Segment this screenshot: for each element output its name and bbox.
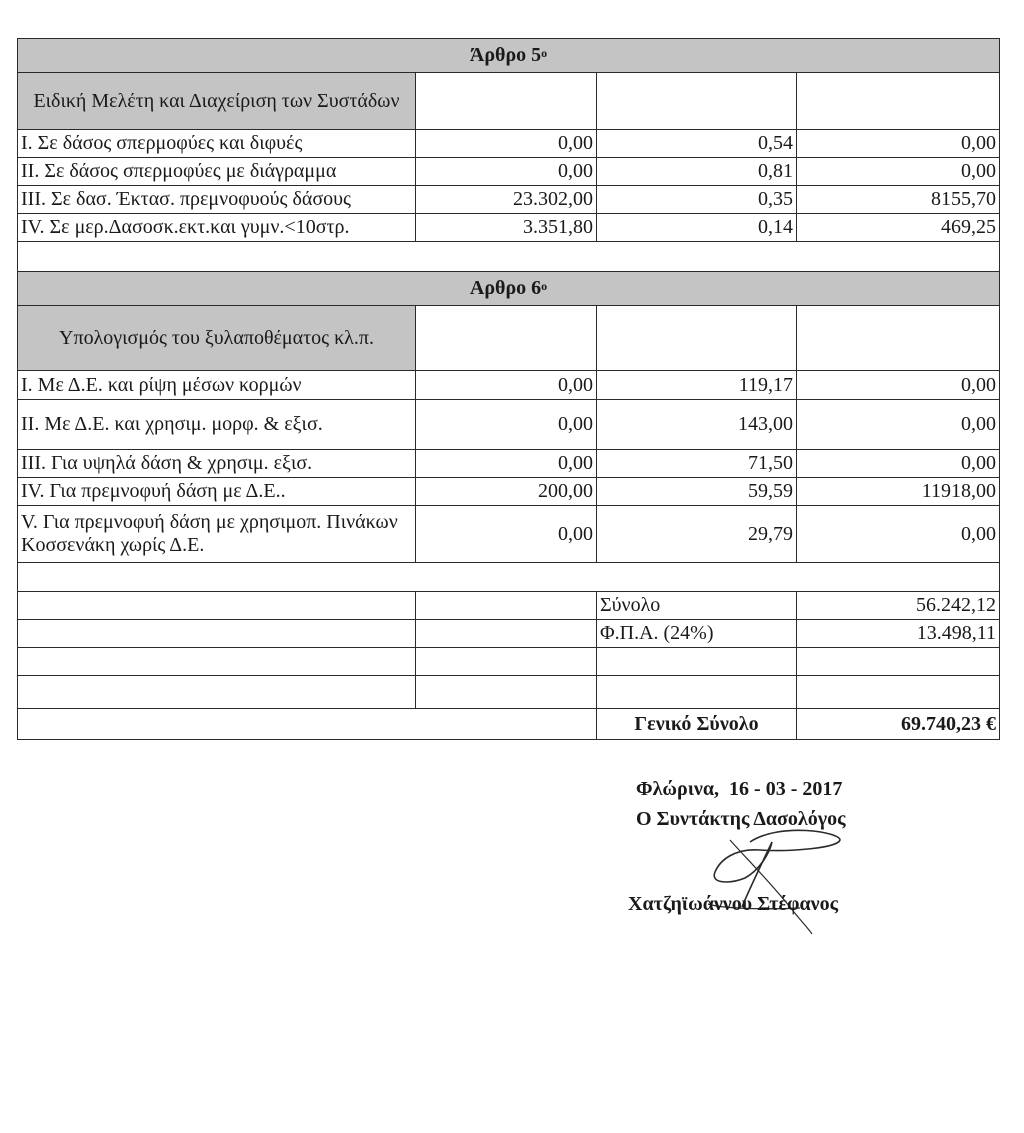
row-amount: 0,00 [797,130,1000,158]
vat-label: Φ.Π.Α. (24%) [597,620,797,648]
empty-cell [797,648,1000,676]
table-row [18,450,1000,478]
row-price: 143,00 [597,400,797,450]
vat-row [18,620,1000,648]
row-price: 59,59 [597,478,797,506]
handwritten-signature [690,812,870,937]
row-label: ΙΙ. Σε δάσος σπερμοφύες με διάγραμμα [18,158,416,186]
row-qty: 23.302,00 [416,186,597,214]
row-price: 0,81 [597,158,797,186]
row-label: IV. Σε μερ.Δασοσκ.εκτ.και γυμν.<10στρ. [18,214,416,242]
subtotal-row [18,592,1000,620]
row-price: 0,35 [597,186,797,214]
row-qty: 0,00 [416,158,597,186]
row-qty: 0,00 [416,130,597,158]
empty-cell [18,563,1000,592]
grand-total-row [18,709,1000,740]
row-label: Ι. Σε δάσος σπερμοφύες και διφυές [18,130,416,158]
table-row [18,158,1000,186]
row-label: ΙΙ. Με Δ.Ε. και χρησιμ. μορφ. & εξισ. [18,400,416,450]
row-amount: 0,00 [797,450,1000,478]
subtotal-label: Σύνολο [597,592,797,620]
empty-cell [797,676,1000,709]
row-qty: 0,00 [416,450,597,478]
row-amount: 0,00 [797,371,1000,400]
empty-cell [416,73,597,130]
table-row [18,186,1000,214]
empty-cell [18,648,416,676]
row-price: 0,54 [597,130,797,158]
row-price: 29,79 [597,506,797,563]
empty-cell [416,620,597,648]
empty-cell [597,676,797,709]
empty-cell [797,73,1000,130]
table-row [18,214,1000,242]
cost-table [17,38,1000,740]
row-label: ΙΙΙ. Σε δασ. Έκτασ. πρεμνοφυούς δάσους [18,186,416,214]
table-row [18,371,1000,400]
row-price: 119,17 [597,371,797,400]
row-label: Ι. Με Δ.Ε. και ρίψη μέσων κορμών [18,371,416,400]
empty-cell [416,592,597,620]
author-name: Χατζηϊωάννου Στέφανος [628,893,838,915]
vat-value: 13.498,11 [797,620,1000,648]
row-qty: 3.351,80 [416,214,597,242]
article6-title: Αρθρο $6^o$ [18,272,1000,306]
spacer-row [18,242,1000,272]
row-qty: 0,00 [416,371,597,400]
row-amount: 0,00 [797,158,1000,186]
row-amount: 11918,00 [797,478,1000,506]
table-row [18,506,1000,563]
article6-header-row [18,272,1000,306]
row-amount: 8155,70 [797,186,1000,214]
empty-cell [18,592,416,620]
table-row [18,478,1000,506]
empty-cell [597,73,797,130]
grand-total-value: 69.740,23 € [797,709,1000,740]
row-label: IV. Για πρεμνοφυή δάση με Δ.Ε.. [18,478,416,506]
author-role: Ο Συντάκτης Δασολόγος [636,808,846,830]
empty-cell [18,620,416,648]
row-label: ΙΙΙ. Για υψηλά δάση & χρησιμ. εξισ. [18,450,416,478]
row-qty: 200,00 [416,478,597,506]
subtotal-value: 56.242,12 [797,592,1000,620]
table-row [18,400,1000,450]
place-date: Φλώρινα, 16 - 03 - 2017 [636,778,843,800]
empty-cell [416,676,597,709]
row-price: 0,14 [597,214,797,242]
row-amount: 469,25 [797,214,1000,242]
empty-cell [597,648,797,676]
row-amount: 0,00 [797,400,1000,450]
article5-title: Άρθρο $5^o$ [18,39,1000,73]
table-row [18,130,1000,158]
row-qty: 0,00 [416,400,597,450]
empty-cell [18,242,1000,272]
empty-cell [18,676,416,709]
article6-section-label: Υπολογισμός του ξυλαποθέματος κλ.π. [18,306,416,371]
article5-label-row [18,73,1000,130]
row-label: V. Για πρεμνοφυή δάση με χρησιμοπ. Πινάκων Κοσσενάκη χωρίς Δ.Ε. [18,506,416,563]
article6-label-row [18,306,1000,371]
blank-row [18,676,1000,709]
empty-cell [597,306,797,371]
article5-section-label: Ειδική Μελέτη και Διαχείριση των Συστάδων [18,73,416,130]
row-qty: 0,00 [416,506,597,563]
empty-cell [416,648,597,676]
spacer-row [18,563,1000,592]
empty-cell [797,306,1000,371]
empty-cell [416,306,597,371]
blank-row [18,648,1000,676]
empty-cell [18,709,597,740]
row-amount: 0,00 [797,506,1000,563]
row-price: 71,50 [597,450,797,478]
grand-total-label: Γενικό Σύνολο [597,709,797,740]
article5-header-row [18,39,1000,73]
